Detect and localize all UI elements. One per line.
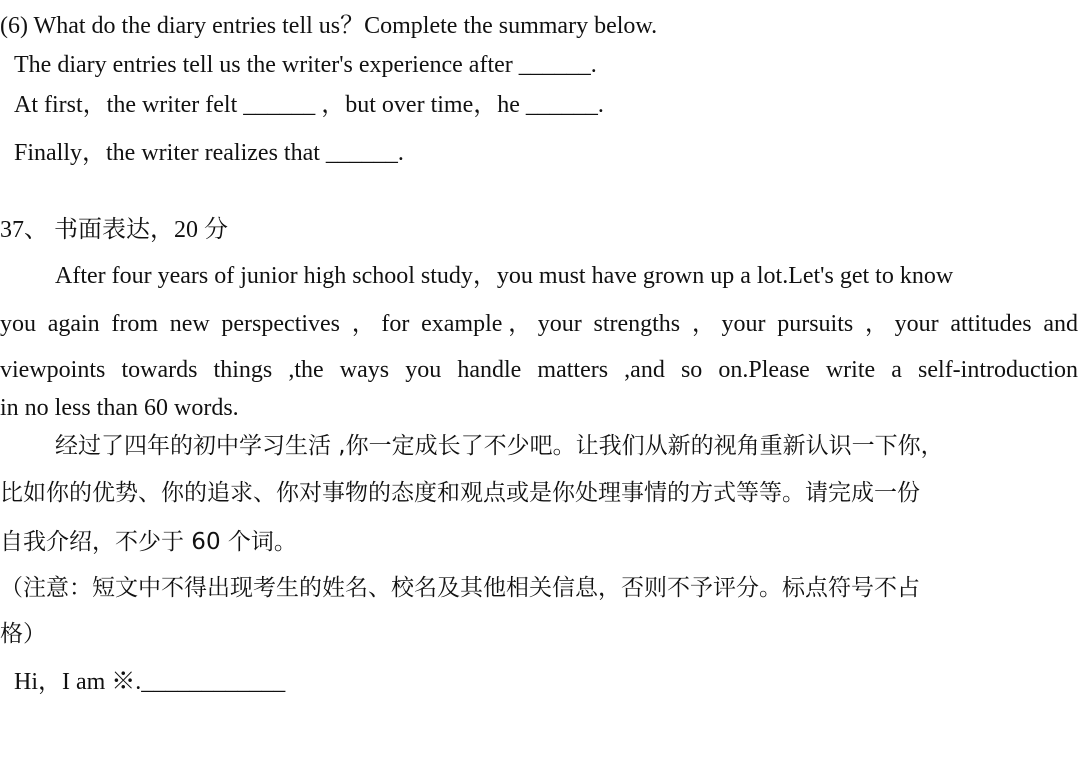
summary-line-2: At first，the writer felt ______ ，but over time，he ______. bbox=[14, 92, 604, 118]
question-6-prompt: (6) What do the diary entries tell us？Complete the summary below. bbox=[0, 13, 658, 39]
chinese-instruction-line-1: 经过了四年的初中学习生活 ,你一定成长了不少吧。让我们从新的视角重新认识一下你， bbox=[55, 433, 944, 459]
english-instruction-line-3: viewpoints towards things ,the ways you handle matters ,and so on.Please write a self-introduction bbox=[0, 357, 1078, 383]
summary-line-1: The diary entries tell us the writer's experience after ______. bbox=[14, 52, 597, 78]
english-instruction-line-2: you again from new perspectives ，for example，your strengths ，your pursuits ，your attitudes and bbox=[0, 311, 1078, 337]
question-37-heading-text: 37、 书面表达，20 分 bbox=[0, 217, 228, 243]
question-37-heading bbox=[0, 218, 228, 242]
chinese-instruction-line-2: 比如你的优势、你的追求、你对事物的态度和观点或是你处理事情的方式等等。请完成一份 bbox=[0, 480, 920, 506]
answer-starter: Hi，I am ※.____________ bbox=[14, 669, 286, 695]
summary-line-3: Finally，the writer realizes that ______. bbox=[14, 140, 404, 166]
english-instruction-line-1: After four years of junior high school study，you must have grown up a lot.Let's get to know bbox=[55, 263, 954, 289]
english-instruction-line-4: in no less than 60 words. bbox=[0, 395, 239, 421]
note-line-2: 格） bbox=[0, 621, 46, 647]
chinese-instruction-line-3: 自我介绍，不少于 60 个词。 bbox=[0, 529, 297, 555]
note-line-1: （注意：短文中不得出现考生的姓名、校名及其他相关信息，否则不予评分。标点符号不占 bbox=[0, 575, 920, 601]
